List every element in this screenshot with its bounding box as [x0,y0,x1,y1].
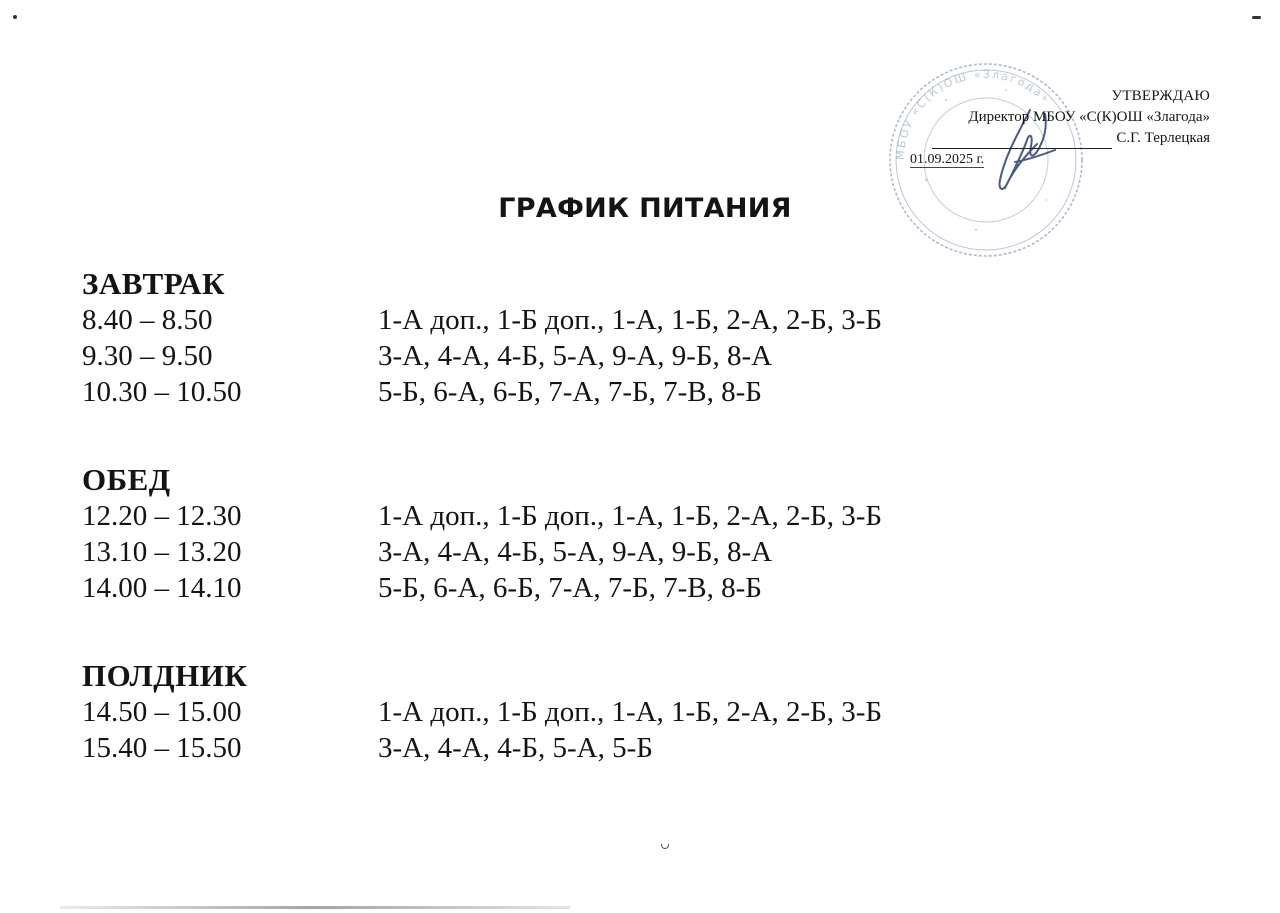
time-slot: 14.00 – 14.10 [82,572,242,604]
time-slot: 14.50 – 15.00 [82,696,242,728]
time-slot: 9.30 – 9.50 [82,340,213,372]
class-list: 1-А доп., 1-Б доп., 1-А, 1-Б, 2-А, 2-Б, 3-Б [378,696,883,728]
schedule-row [82,338,773,374]
approval-position: Директор МБОУ «С(К)ОШ «Злагода» [968,109,1210,125]
section-heading: ПОЛДНИК [82,658,248,693]
time-slot: 10.30 – 10.50 [82,376,242,408]
signature-row [900,128,1210,149]
section-heading: ОБЕД [82,462,171,497]
approval-date: 01.09.2025 г. [910,152,985,167]
class-list: 1-А доп., 1-Б доп., 1-А, 1-Б, 2-А, 2-Б, 3-Б [378,304,883,336]
class-list: 5-Б, 6-А, 6-Б, 7-А, 7-Б, 7-В, 8-Б [378,572,762,604]
document-title: ГРАФИК ПИТАНИЯ [498,193,792,224]
signature-line [932,134,1112,149]
schedule-row [82,730,653,766]
time-slot: 8.40 – 8.50 [82,304,213,336]
time-slot: 15.40 – 15.50 [82,732,242,764]
class-list: 1-А доп., 1-Б доп., 1-А, 1-Б, 2-А, 2-Б, 3-Б [378,500,883,532]
approval-block [900,86,1210,170]
section-afternoon-snack [82,658,883,766]
schedule-row [82,694,883,730]
section-breakfast [82,266,883,410]
class-list: 3-А, 4-А, 4-Б, 5-А, 9-А, 9-Б, 8-А [378,536,773,568]
schedule-row [82,302,883,338]
class-list: 5-Б, 6-А, 6-Б, 7-А, 7-Б, 7-В, 8-Б [378,376,762,408]
approval-date-row [900,149,1210,170]
schedule-row [82,498,883,534]
schedule-row [82,534,773,570]
time-slot: 13.10 – 13.20 [82,536,242,568]
approval-name: С.Г. Терлецкая [1116,130,1210,146]
schedule-row [82,374,762,410]
scan-edge-shadow [60,906,570,909]
schedule-row [82,570,762,606]
class-list: 3-А, 4-А, 4-Б, 5-А, 9-А, 9-Б, 8-А [378,340,773,372]
class-list: 3-А, 4-А, 4-Б, 5-А, 5-Б [378,732,653,764]
stamp-ring-text: МБОУ «С(К)ОШ «Злагода» [893,67,1054,161]
section-heading: ЗАВТРАК [82,266,226,301]
approval-title: УТВЕРЖДАЮ [1111,88,1210,104]
scan-speck [13,15,17,19]
scan-speck [661,844,669,849]
scan-speck [1252,16,1261,19]
section-lunch [82,462,883,606]
time-slot: 12.20 – 12.30 [82,500,242,532]
